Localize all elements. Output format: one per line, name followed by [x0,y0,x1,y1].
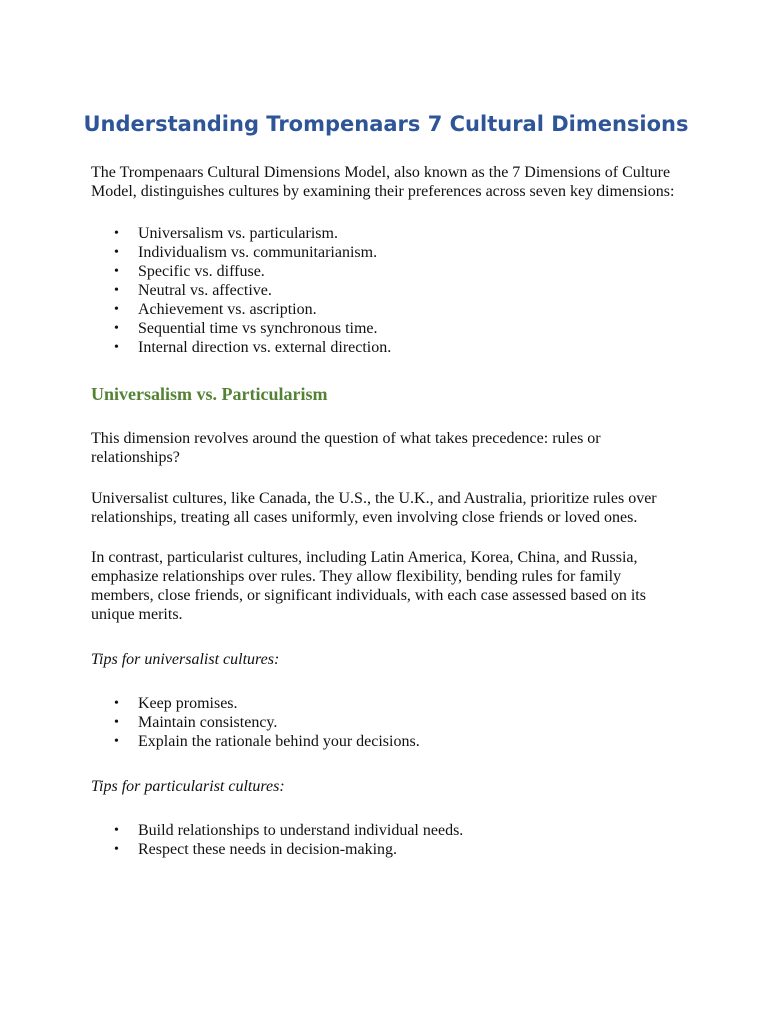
list-item: • Neutral vs. affective. [138,281,681,300]
body-paragraph: This dimension revolves around the question of what takes precedence: rules or relationships? [91,430,601,466]
list-item: • Respect these needs in decision-making. [138,840,681,859]
list-item: • Maintain consistency. [138,713,681,732]
list-item: • Explain the rationale behind your decisions. [138,732,681,751]
list-item: • Specific vs. diffuse. [138,262,681,281]
list-item: • Internal direction vs. external direction. [138,338,681,357]
page-title: Understanding Trompenaars 7 Cultural Dimensions [83,112,689,136]
dimensions-list [91,224,681,357]
list-item: • Universalism vs. particularism. [138,224,681,243]
list-item: • Keep promises. [138,694,681,713]
tips-universalist-list [91,694,681,751]
list-item: • Build relationships to understand individual needs. [138,821,681,840]
tips-particularist-heading: Tips for particularist cultures: [91,778,285,795]
intro-paragraph: The Trompenaars Cultural Dimensions Model, also known as the 7 Dimensions of Culture Model, distinguishes cultures by examining their preferences across seven key dimensions: [91,164,675,200]
section-heading: Universalism vs. Particularism [91,384,328,404]
body-paragraph: In contrast, particularist cultures, including Latin America, Korea, China, and Russia, emphasize relationships over rules. They allow flexibility, bending rules for family members, close friends, or significant individuals, with each case assessed based on its unique merits. [91,549,646,623]
body-paragraph: Universalist cultures, like Canada, the U.S., the U.K., and Australia, prioritize rules over relationships, treating all cases uniformly, even involving close friends or loved ones. [91,490,657,526]
list-item: • Sequential time vs synchronous time. [138,319,681,338]
list-item: • Achievement vs. ascription. [138,300,681,319]
document-content [83,112,689,859]
tips-particularist-list [91,821,681,859]
tips-universalist-heading: Tips for universalist cultures: [91,651,280,668]
list-item: • Individualism vs. communitarianism. [138,243,681,262]
